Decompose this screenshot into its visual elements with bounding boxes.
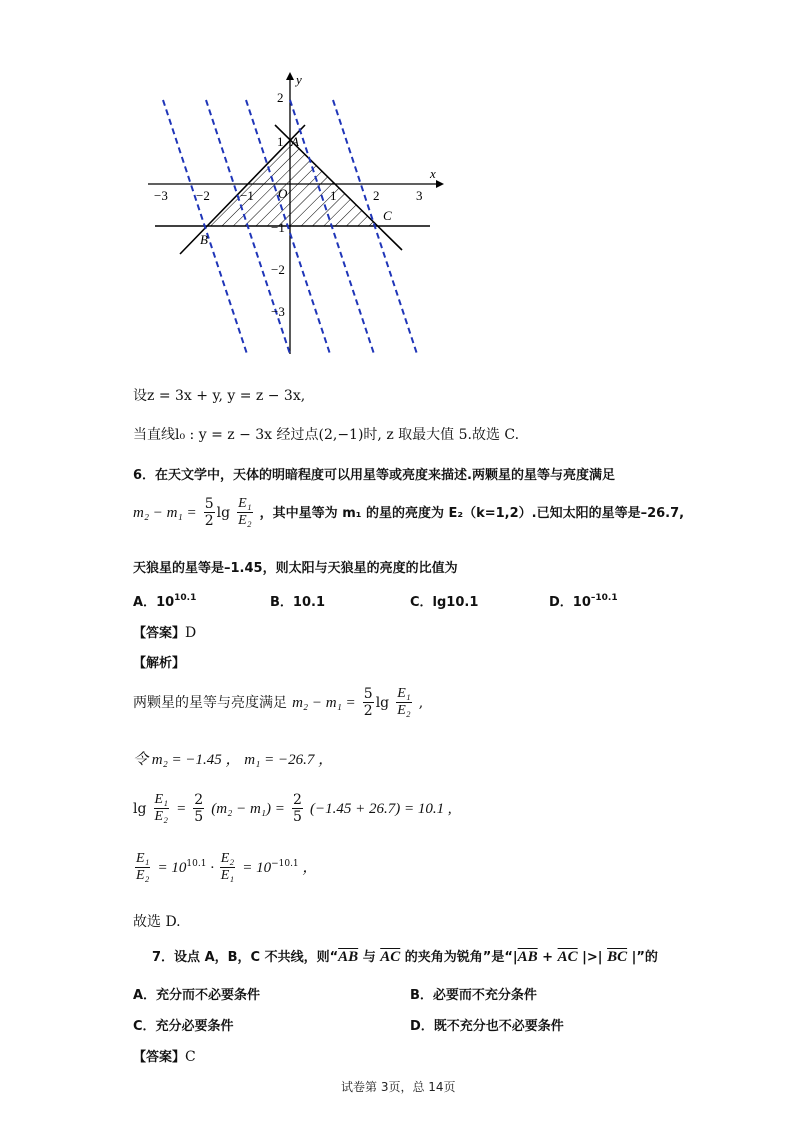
option-exp: 10.1 [174,593,197,603]
q6-option-a [133,591,196,610]
option-base: 10 [156,595,175,610]
y-axis-arrow [286,72,294,80]
vector-AC: $\overline{AC}$ [380,949,401,965]
vector-AB: $\overline{AB}$ [338,949,359,965]
q6-formula-line [133,496,684,529]
frac-num: 5 [363,686,373,702]
sol1-tail: , [418,695,424,711]
frac-den: E₁ [220,868,235,883]
point-C-label: C [383,208,392,223]
option-label: D． [549,595,573,610]
q7-stem-c: |”的 [627,950,658,965]
y-tick-2: 2 [277,90,284,105]
q6-option-b [270,591,325,610]
frac-den: 5 [194,809,204,825]
x-axis-arrow [436,180,444,188]
y-tick-neg2: −2 [271,262,285,277]
objective-line-5 [333,100,417,354]
x-tick-1: 1 [330,188,337,203]
q7-option-b: B．必要而不充分条件 [410,988,537,1003]
q6-answer [133,622,196,641]
q7-with: 与 [358,950,381,965]
frac-num: E₁ [136,851,150,866]
frac-E1-over-E2 [135,851,150,884]
x-tick-2: 2 [373,188,380,203]
option-label: B． [270,595,293,610]
shaded-region [207,140,378,226]
frac-den: 5 [292,809,302,825]
option-base: 10 [572,595,591,610]
frac-E2-over-E1 [220,851,235,884]
frac-E1-over-E2 [396,686,411,719]
q6-option-d [549,591,618,610]
option-exp: –10.1 [590,593,618,603]
frac-2-over-5 [193,792,204,825]
frac-den: E₂ [238,513,252,528]
vector-AB: $\overline{AB}$ [517,949,538,965]
frac-5-over-2 [363,686,374,719]
q7-option-a: A．充分而不必要条件 [133,988,261,1003]
y-tick-neg3: −3 [271,304,285,319]
vector-BC: $\overline{BC}$ [607,949,628,965]
frac-5-over-2 [204,496,215,529]
sol4-tail: ， [298,860,318,876]
option-label: A． [133,595,157,610]
q6-sol4 [133,851,317,884]
option-label: C． [410,595,433,610]
frac-num: E₁ [397,686,411,701]
q7-stem [152,946,658,966]
frac-num: E₁ [238,496,252,511]
frac-den: 2 [363,703,373,719]
q6-conclusion: 故选 D. [133,914,181,930]
answer-value: D [185,625,197,641]
q6-option-c [410,591,478,610]
point-B-label: B [200,232,208,247]
q6-formula-left: m₂ − m₁ = [133,505,197,521]
q7-stem-b: 的夹角为锐角”是“| [400,950,518,965]
frac-2-over-5 [292,792,303,825]
q6-sol2: 令 m₂ = −1.45 ， m₁ = −26.7 ， [133,752,334,768]
answer-value: C [185,1049,196,1065]
sol4-dot: · [206,860,218,876]
feasible-region-graph [140,70,450,360]
lg: lg [216,505,231,521]
q6-analysis-label: 【解析】 [133,656,186,671]
x-tick-3: 3 [416,188,423,203]
q5-line1: 设z = 3x + y, y = z − 3x, [133,388,306,404]
option-text: 10.1 [292,595,325,610]
frac-den: E₂ [154,809,168,824]
x-tick-neg1: −1 [240,188,254,203]
point-A-label: A [291,134,299,149]
q6-sol3 [133,792,452,825]
sol4-exp2: −10.1 [271,859,299,869]
frac-den: E₂ [136,868,150,883]
q7-answer [133,1046,196,1065]
q6-formula-tail: ，其中星等为 m₁ 的星的亮度为 E₂（k=1,2）.已知太阳的星等是–26.7, [259,506,685,521]
frac-num: 2 [292,792,302,808]
option-text: lg10.1 [432,595,479,610]
q5-line2: 当直线l₀ : y = z − 3x 经过点(2,−1)时, z 取最大值 5.故选 C. [133,427,520,443]
answer-label: 【答案】 [133,1050,186,1065]
q6-sol1 [133,686,423,719]
sol1-text: 两颗星的星等与亮度满足 [133,695,287,711]
x-axis-label: x [430,166,436,181]
q7-stem-a: 7．设点 A，B，C 不共线，则“ [152,950,339,965]
q7-option-c: C．充分必要条件 [133,1019,234,1034]
x-tick-neg3: −3 [154,188,168,203]
frac-den: 2 [204,513,214,529]
sol1-formula: m₂ − m₁ = [292,695,356,711]
frac-E1-over-E2 [237,496,252,529]
lg: lg [133,801,147,817]
frac-den: E₂ [397,703,411,718]
q6-intro: 6．在天文学中，天体的明暗程度可以用星等或亮度来描述.两颗星的星等与亮度满足 [133,468,615,483]
equals: = [176,801,187,817]
sol3-paren: (m₂ − m₁) = [211,801,285,817]
objective-line-4 [290,100,374,354]
page-footer: 试卷第 3页，总 14页 [341,1080,456,1094]
objective-line-1 [163,100,247,354]
sol3-tail: (−1.45 + 26.7) = 10.1 , [310,801,452,817]
lg: lg [375,695,390,711]
origin-label: O [278,186,288,201]
frac-num: 5 [204,496,214,512]
sol4-exp1: 10.1 [186,859,207,869]
q6-line3: 天狼星的星等是–1.45，则太阳与天狼星的亮度的比值为 [133,561,458,576]
sol4-eq: = 10 [157,860,187,876]
y-tick-1: 1 [277,134,284,149]
x-tick-neg2: −2 [196,188,210,203]
answer-label: 【答案】 [133,626,186,641]
frac-num: E₁ [154,792,168,807]
frac-num: E₂ [220,851,235,866]
frac-num: 2 [194,792,204,808]
y-tick-neg1: −1 [271,220,285,235]
q7-option-d: D．既不充分也不必要条件 [410,1019,564,1034]
q7-plus: + [537,950,558,965]
sol4-eq2: = 10 [242,860,272,876]
vector-AC: $\overline{AC}$ [557,949,578,965]
y-axis-label: y [296,72,302,87]
q7-gt: |>| [577,950,608,965]
frac-E1-over-E2 [154,792,169,825]
